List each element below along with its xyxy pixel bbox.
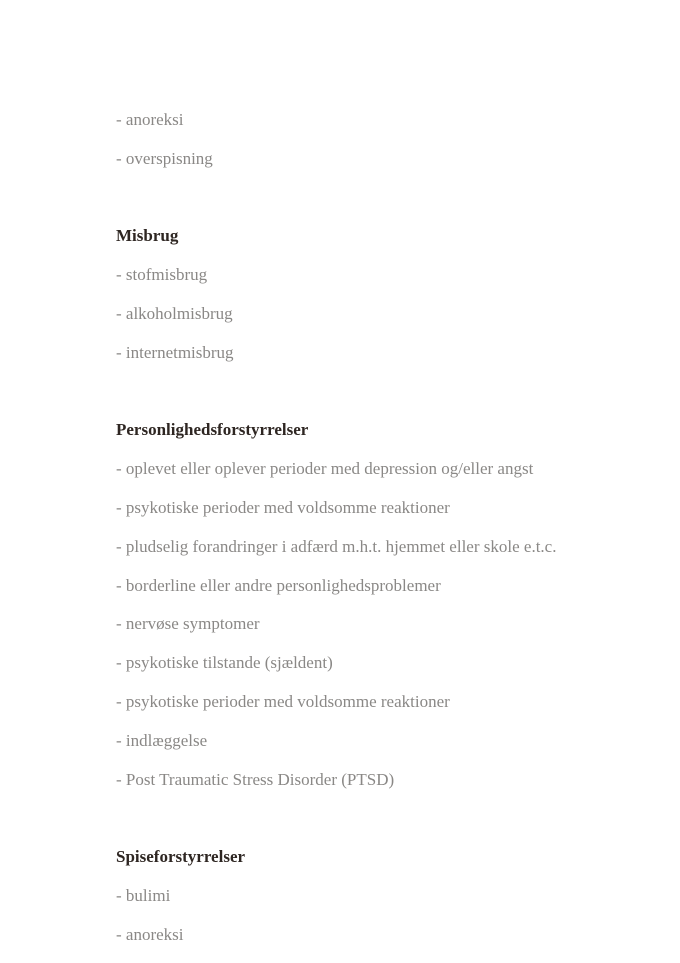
list-item: - anoreksi — [116, 925, 184, 944]
list-item: - psykotiske tilstande (sjældent) — [116, 653, 333, 672]
list-item: - alkoholmisbrug — [116, 304, 233, 323]
list-item: - indlæggelse — [116, 731, 208, 750]
list-item: - pludselig forandringer i adfærd m.h.t. hjemmet eller skole e.t.c. — [116, 537, 557, 556]
section-heading-spiseforstyrrelser: Spiseforstyrrelser — [116, 847, 246, 866]
section-heading-personlighedsforstyrrelser: Personlighedsforstyrrelser — [116, 420, 309, 439]
list-item: - psykotiske perioder med voldsomme reaktioner — [116, 692, 450, 711]
list-item: - borderline eller andre personlighedsproblemer — [116, 576, 441, 595]
list-item: - internetmisbrug — [116, 343, 234, 362]
section-heading-misbrug: Misbrug — [116, 226, 179, 245]
list-item: - nervøse symptomer — [116, 614, 260, 633]
list-item: - oplevet eller oplever perioder med depression og/eller angst — [116, 459, 534, 478]
list-item: - anoreksi — [116, 110, 184, 129]
list-item: - stofmisbrug — [116, 265, 208, 284]
list-item: - bulimi — [116, 886, 171, 905]
list-item: - overspisning — [116, 149, 213, 168]
list-item: - psykotiske perioder med voldsomme reaktioner — [116, 498, 450, 517]
list-item: - Post Traumatic Stress Disorder (PTSD) — [116, 770, 395, 789]
